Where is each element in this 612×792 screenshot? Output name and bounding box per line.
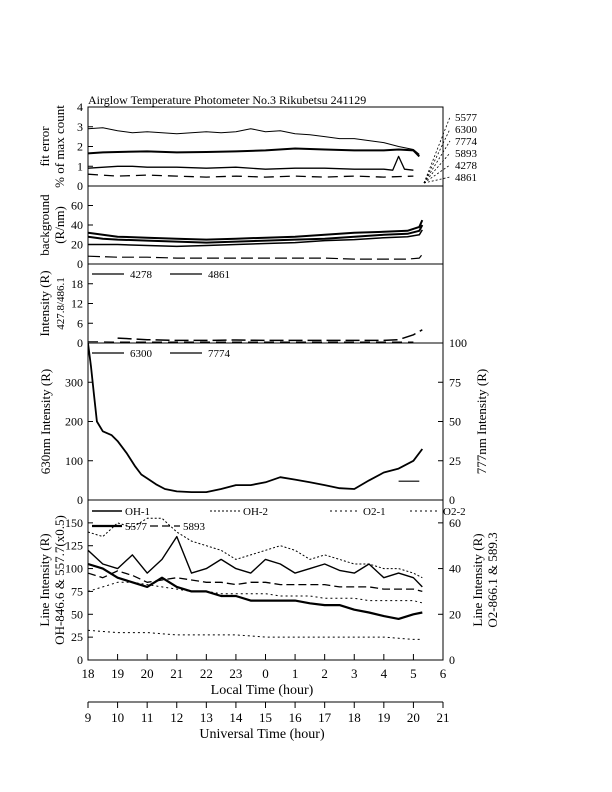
y-tick-label: 200 — [65, 414, 83, 429]
x-tick-label: 19 — [111, 666, 125, 681]
y-tick-label: 3 — [77, 119, 83, 134]
legend-label: 4278 — [130, 269, 152, 281]
series-o2_1 — [88, 630, 422, 639]
ut-tick-label: 11 — [140, 710, 154, 725]
x-tick-label: 18 — [81, 666, 95, 681]
y-right-tick-label: 100 — [449, 336, 467, 350]
legend-label: 5577 — [125, 521, 147, 533]
y-tick-label: 12 — [71, 296, 83, 311]
panel-frame — [88, 186, 443, 264]
ut-tick-label: 17 — [318, 710, 332, 725]
y-axis-label: fit error — [37, 126, 52, 167]
series-r6300 — [88, 343, 422, 492]
y-tick-label: 25 — [71, 630, 83, 645]
fit-error-leader — [424, 153, 450, 183]
panel-frame — [88, 107, 443, 186]
panel-blue-lines — [37, 264, 443, 350]
y-tick-label: 150 — [65, 515, 83, 530]
ut-tick-label: 15 — [259, 710, 272, 725]
x-axis-local — [82, 654, 447, 681]
ut-tick-label: 21 — [436, 710, 450, 725]
y-axis-label: 777nm Intensity (R) — [474, 368, 489, 475]
y-right-tick-label: 25 — [449, 453, 461, 468]
x-tick-label: 5 — [410, 666, 417, 681]
y-axis-label: 427.8/486.1 — [55, 277, 67, 330]
y-tick-label: 300 — [65, 375, 83, 390]
y-tick-label: 1 — [77, 159, 83, 174]
y-tick-label: 0 — [77, 179, 83, 193]
series-fe_mid — [88, 149, 419, 157]
y-tick-label: 0 — [77, 257, 83, 271]
y-tick-label: 40 — [71, 218, 83, 232]
fit-error-label: 5577 — [455, 112, 477, 124]
legend-label: OH-1 — [125, 506, 151, 518]
y-tick-label: 100 — [65, 453, 83, 468]
y-tick-label: 20 — [71, 237, 83, 252]
ut-tick-label: 12 — [170, 710, 184, 725]
x-tick-label: 2 — [321, 666, 328, 681]
fit-error-label: 4861 — [455, 172, 477, 184]
ut-tick-label: 20 — [406, 710, 420, 725]
y-right-tick-label: 0 — [449, 653, 455, 667]
series-s5893 — [88, 571, 422, 592]
series-bg1 — [88, 220, 422, 240]
y-tick-label: 0 — [77, 336, 83, 350]
fit-error-label: 4278 — [455, 160, 477, 172]
fit-error-leader — [424, 129, 450, 183]
x-axis-ut — [85, 702, 450, 725]
y-axis-label: (R/nm) — [52, 206, 67, 244]
y-tick-label: 125 — [65, 538, 83, 553]
y-right-tick-label: 0 — [449, 493, 455, 507]
y-axis-label: Line Intensity (R) — [470, 533, 485, 627]
ut-tick-label: 19 — [377, 710, 391, 725]
ut-tick-label: 18 — [347, 710, 361, 725]
y-tick-label: 100 — [65, 561, 83, 576]
y-axis-label: OH-846.6 & 557.7(x0.5) — [52, 515, 67, 645]
series-bg2 — [88, 225, 422, 243]
chart-title: Airglow Temperature Photometer No.3 Rikubetsu 241129 — [88, 93, 367, 107]
legend-label: 6300 — [130, 348, 152, 360]
series-bg4 — [88, 254, 422, 259]
y-tick-label: 2 — [77, 139, 83, 154]
series-fe_dash — [88, 174, 413, 177]
legend-label: 7774 — [208, 348, 230, 360]
x-tick-label: 21 — [170, 666, 184, 681]
y-tick-label: 60 — [71, 198, 83, 213]
ut-tick-label: 14 — [229, 710, 243, 725]
y-tick-label: 6 — [77, 316, 83, 331]
panels — [37, 100, 500, 725]
legend-label: OH-2 — [243, 506, 269, 518]
y-axis-label: O2-866.1 & 589.3 — [485, 532, 500, 628]
x-axis-ut-label: Universal Time (hour) — [199, 727, 325, 742]
y-axis-label: background — [37, 194, 52, 256]
legend-label: 5893 — [183, 521, 205, 533]
x-tick-label: 22 — [199, 666, 213, 681]
y-axis-label: Line Intensity (R) — [37, 533, 52, 627]
x-tick-label: 0 — [262, 666, 269, 681]
panel-red-lines — [38, 336, 489, 507]
x-tick-label: 1 — [291, 666, 299, 681]
panel-fit-error — [37, 100, 478, 193]
x-axis-local-label: Local Time (hour) — [210, 683, 314, 698]
y-tick-label: 4 — [77, 100, 83, 114]
fit-error-label: 5893 — [455, 148, 477, 160]
x-tick-label: 6 — [439, 666, 447, 681]
legend-label: O2-2 — [443, 506, 466, 518]
x-tick-label: 20 — [140, 666, 154, 681]
y-axis-label: % of max count — [52, 105, 67, 188]
series-fe_low — [88, 156, 413, 170]
y-right-tick-label: 60 — [449, 515, 461, 530]
y-right-tick-label: 50 — [449, 414, 461, 429]
panel-line-intensity — [37, 500, 500, 667]
ut-tick-label: 9 — [84, 710, 92, 725]
x-tick-label: 3 — [351, 666, 358, 681]
fit-error-leader — [424, 117, 450, 183]
y-tick-label: 0 — [77, 653, 83, 667]
fit-error-label: 7774 — [455, 136, 477, 148]
y-axis-label: 630nm Intensity (R) — [38, 368, 53, 475]
y-axis-label: Intensity (R) — [37, 270, 52, 337]
fit-error-leader — [424, 141, 450, 183]
x-tick-label: 4 — [380, 666, 388, 681]
y-right-tick-label: 75 — [449, 375, 461, 390]
y-tick-label: 18 — [71, 276, 83, 291]
panel-frame — [88, 343, 443, 500]
panel-background — [37, 186, 443, 271]
y-tick-label: 50 — [71, 607, 83, 622]
ut-tick-label: 16 — [288, 710, 302, 725]
legend-label: O2-1 — [363, 506, 386, 518]
fit-error-label: 6300 — [455, 124, 477, 136]
y-right-tick-label: 20 — [449, 607, 461, 622]
ut-tick-label: 10 — [111, 710, 125, 725]
series-b4278 — [118, 330, 423, 341]
y-right-tick-label: 40 — [449, 561, 461, 576]
y-tick-label: 0 — [77, 493, 83, 507]
series-s5577 — [88, 564, 422, 619]
legend-label: 4861 — [208, 269, 230, 281]
x-tick-label: 23 — [229, 666, 243, 681]
ut-tick-label: 13 — [199, 710, 213, 725]
series-oh1 — [88, 537, 422, 587]
y-tick-label: 75 — [71, 584, 83, 599]
